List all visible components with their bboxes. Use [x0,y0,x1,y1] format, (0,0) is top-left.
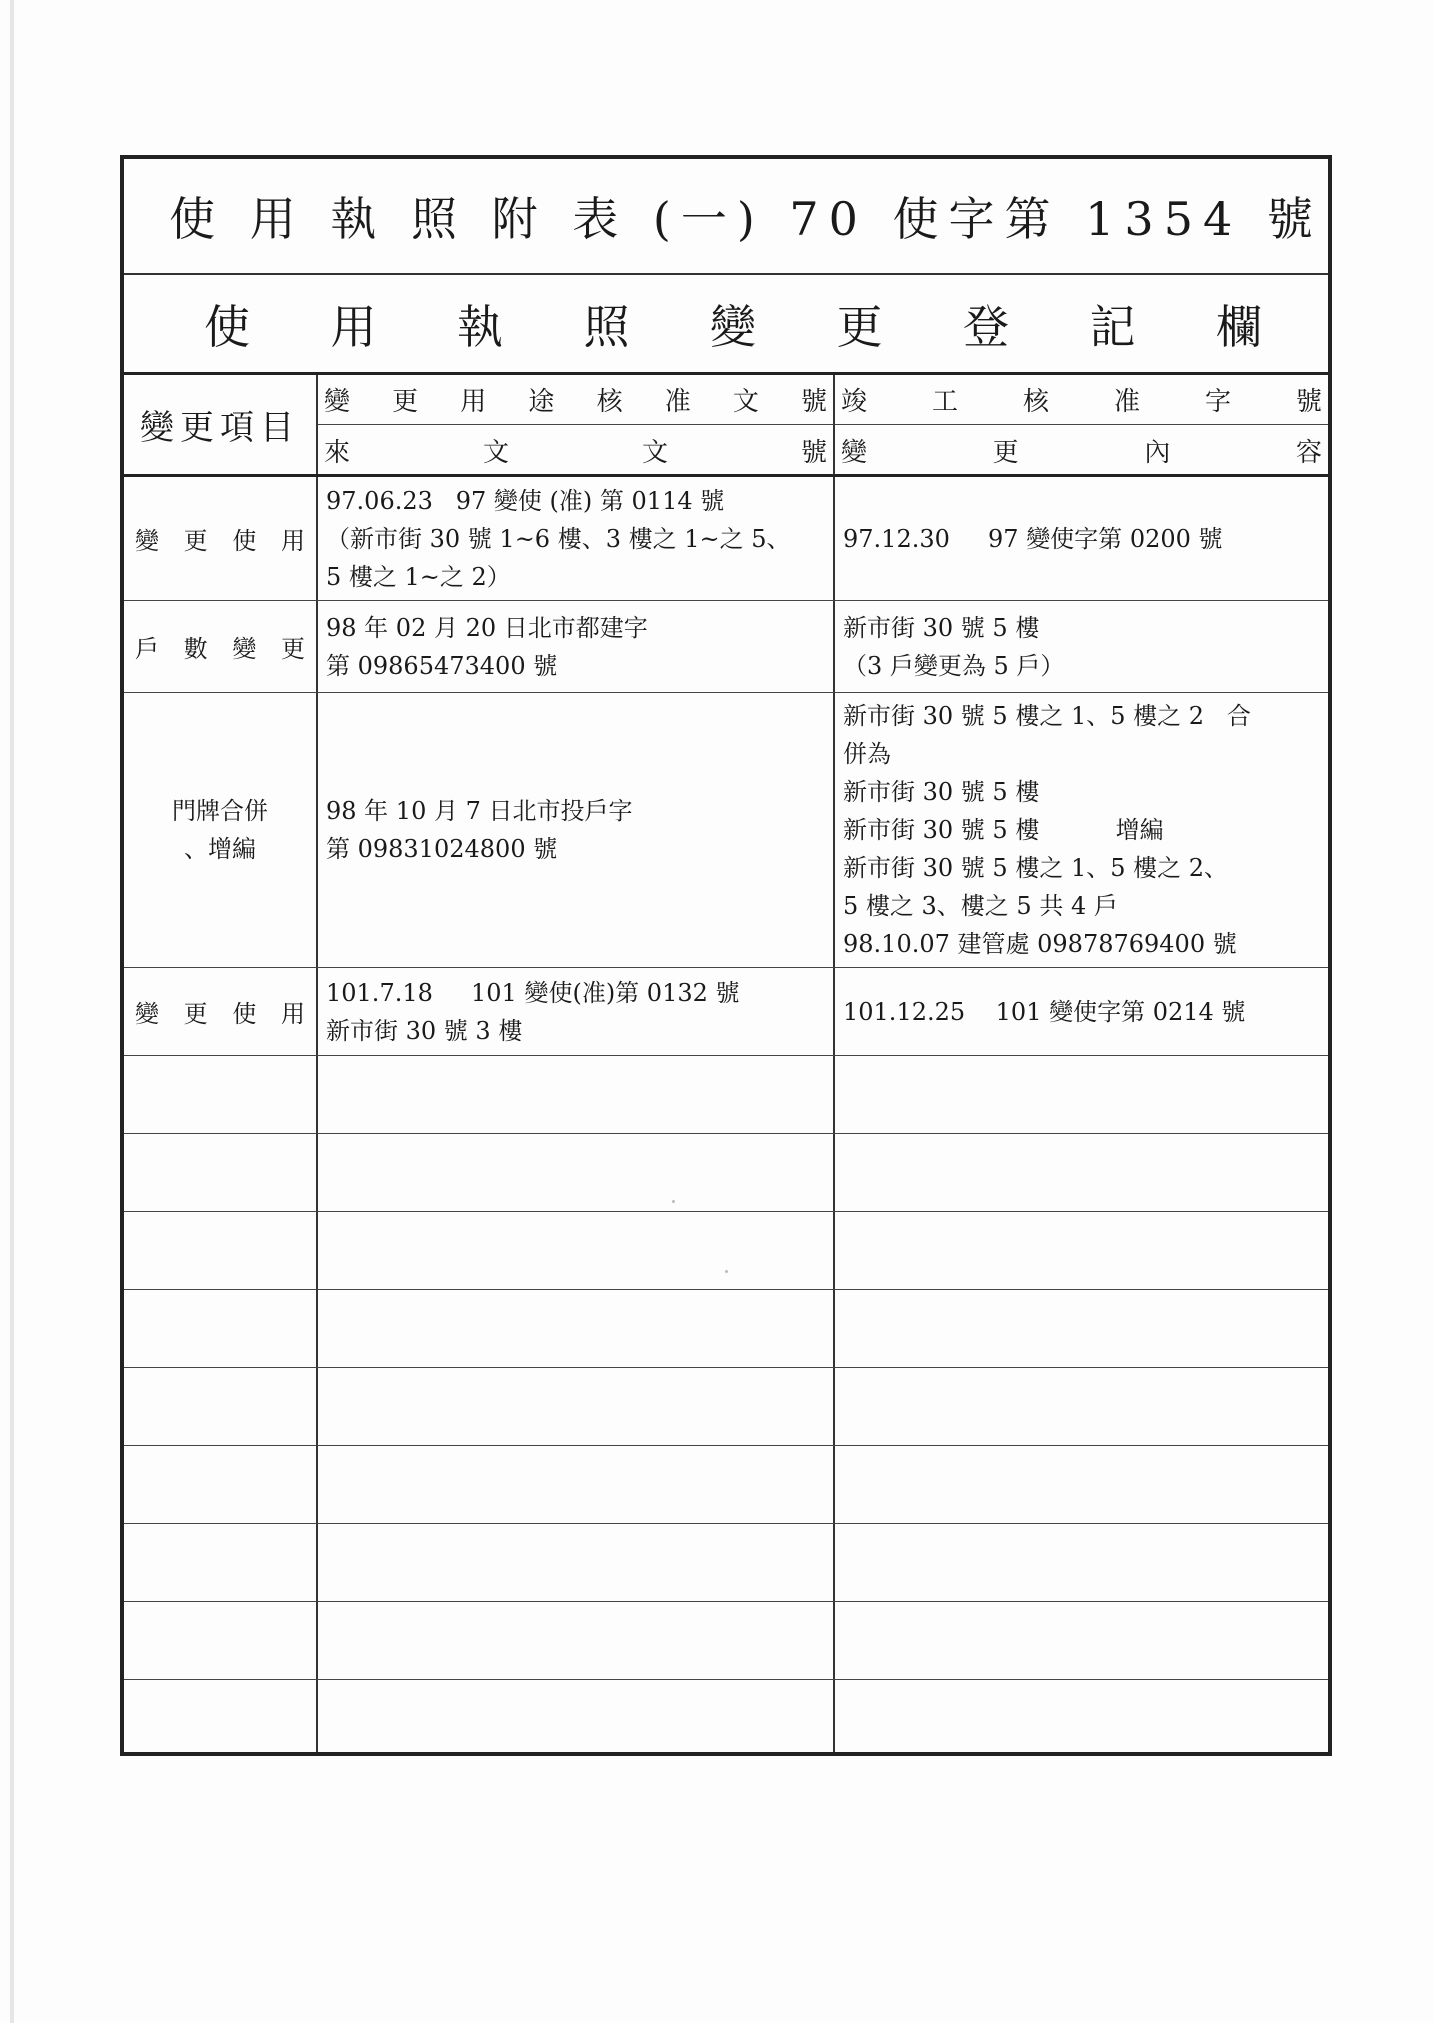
row-doc-number [318,968,835,1055]
row-completion [835,1680,1328,1752]
header-char: 文 [732,387,759,417]
item-line: 門牌合併 [172,797,268,825]
header-char: 核 [596,387,623,417]
empty-row [124,1134,1328,1212]
table-row [124,477,1328,601]
doc-line: 97.06.23 97 變使 (准) 第 0114 號 [326,486,725,515]
row-change-item [124,1602,318,1679]
row-change-item [124,968,318,1055]
completion-line: 101.12.25 101 變使字第 0214 號 [843,997,1246,1026]
header-char: 變 [324,387,351,417]
empty-row [124,1602,1328,1680]
completion-line: 新市街 30 號 5 樓 增編 [843,816,1164,844]
item-char: 使 [232,1000,257,1028]
item-char: 更 [280,635,305,663]
row-completion [835,1368,1328,1445]
row-doc-number [318,693,835,967]
subtitle-char: 用 [330,299,377,354]
subtitle-char: 使 [204,299,250,354]
title-row [124,159,1328,275]
subtitle-char: 變 [710,299,756,354]
item-char: 數 [183,635,208,663]
row-change-item [124,1680,318,1752]
table-row [124,693,1328,968]
empty-row [124,1368,1328,1446]
item-char: 變 [232,635,257,663]
subtitle-row [124,275,1328,375]
item-char: 使 [232,527,257,555]
doc-line: 101.7.18 101 變使(准)第 0132 號 [326,978,740,1007]
item-char: 變 [135,1000,159,1028]
subtitle-char: 照 [583,299,630,354]
header-char: 竣 [841,387,868,417]
doc-line: 新市街 30 號 3 樓 [326,1016,523,1045]
completion-line: （3 戶變更為 5 戶） [843,651,1065,680]
completion-line: 新市街 30 號 5 樓 [843,613,1040,642]
header-char: 核 [1022,387,1049,417]
table-row [124,601,1328,693]
table-row [124,968,1328,1056]
completion-line: 新市街 30 號 5 樓之 1、5 樓之 2 合 [843,702,1251,730]
row-change-item [124,1056,318,1133]
row-completion [835,968,1328,1055]
form-title: 使 用 執 照 附 表 (一) 70 使字第 1354 號 [169,192,1323,246]
subtitle-char: 記 [1089,299,1136,354]
item-line: 、增編 [184,835,256,863]
header-char: 更 [992,437,1019,468]
row-change-item [124,1446,318,1523]
header-char: 文 [482,437,509,468]
empty-row [124,1446,1328,1524]
row-completion [835,601,1328,692]
header-completion-no [835,375,1328,425]
header-char: 號 [800,387,827,417]
row-completion [835,693,1328,967]
subtitle-char: 更 [836,299,883,354]
header-char: 來 [324,437,351,468]
item-char: 用 [280,527,305,555]
row-doc-number [318,1212,835,1289]
header-char: 內 [1144,437,1171,468]
row-doc-number [318,1290,835,1367]
subtitle-char: 登 [963,299,1009,354]
header-char: 用 [460,387,487,417]
header-char: 更 [392,387,419,417]
doc-line: （新市街 30 號 1~6 樓、3 樓之 1~之 5、 [326,524,791,553]
subtitle-char: 欄 [1216,299,1262,354]
row-change-item [124,1368,318,1445]
row-completion [835,1446,1328,1523]
header-char: 途 [528,387,555,417]
empty-row [124,1680,1328,1752]
header-change-content [835,425,1328,475]
row-completion [835,1056,1328,1133]
header-char: 號 [800,437,827,468]
empty-row [124,1290,1328,1368]
completion-line: 新市街 30 號 5 樓之 1、5 樓之 2、 [843,854,1229,882]
doc-line: 第 09865473400 號 [326,651,558,680]
row-doc-number [318,1602,835,1679]
row-change-item [124,601,318,692]
row-doc-number [318,1524,835,1601]
header-char: 變 [841,437,868,468]
usage-permit-change-form [120,155,1332,1756]
row-doc-number [318,1368,835,1445]
doc-line: 第 09831024800 號 [326,835,558,863]
row-completion [835,1524,1328,1601]
row-change-item [124,1212,318,1289]
row-doc-number [318,1446,835,1523]
header-approval-doc-no [318,375,835,425]
doc-line: 98 年 10 月 7 日北市投戶字 [326,797,633,825]
header-incoming-doc-no [318,425,835,475]
row-doc-number [318,601,835,692]
row-completion [835,477,1328,600]
row-change-item [124,693,318,967]
doc-line: 5 樓之 1~之 2） [326,562,511,591]
row-change-item [124,1290,318,1367]
header-char: 准 [664,387,691,417]
header-char: 文 [641,437,668,468]
table-header [124,375,1328,477]
row-completion [835,1212,1328,1289]
completion-line: 97.12.30 97 變使字第 0200 號 [843,524,1223,553]
row-completion [835,1134,1328,1211]
header-char: 工 [931,387,958,417]
item-char: 變 [135,527,159,555]
header-char: 字 [1204,387,1231,417]
header-char: 容 [1295,437,1322,468]
empty-row [124,1524,1328,1602]
completion-line: 5 樓之 3、樓之 5 共 4 戶 [843,892,1118,920]
row-doc-number [318,477,835,600]
row-change-item [124,1524,318,1601]
item-char: 更 [183,1000,208,1028]
row-change-item [124,477,318,600]
form-subtitle [124,291,1328,357]
completion-line: 併為 [843,740,891,768]
empty-row [124,1212,1328,1290]
completion-line: 新市街 30 號 5 樓 [843,778,1040,806]
row-completion [835,1602,1328,1679]
row-doc-number [318,1134,835,1211]
doc-line: 98 年 02 月 20 日北市都建字 [326,613,648,642]
header-char: 號 [1295,387,1322,417]
scan-edge [10,0,14,2023]
item-char: 用 [280,1000,305,1028]
header-change-item: 變更項目 [124,375,318,474]
completion-line: 98.10.07 建管處 09878769400 號 [843,930,1237,958]
header-char: 准 [1113,387,1140,417]
row-doc-number [318,1680,835,1752]
item-char: 戶 [135,635,159,663]
row-completion [835,1290,1328,1367]
subtitle-char: 執 [457,299,503,354]
row-doc-number [318,1056,835,1133]
row-change-item [124,1134,318,1211]
item-char: 更 [183,527,208,555]
empty-row [124,1056,1328,1134]
